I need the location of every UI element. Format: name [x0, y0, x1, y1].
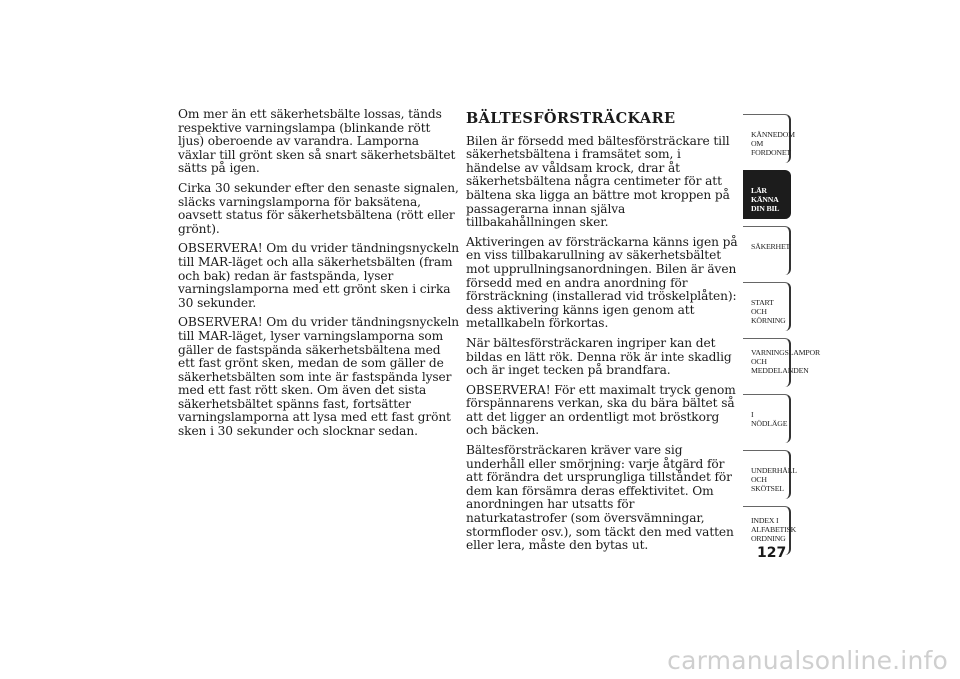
right-paragraph-2: Aktiveringen av försträckarna känns igen på en viss tillbakarullning av säkerhetsbältet mot upprullningsanordningen. Bilen är även försedd med en andra anordning för försträckning (installerad vid tröskelplåten): dess aktivering känns igen genom att metallkabeln förkortas.	[466, 234, 738, 331]
tab-i-nodlage[interactable]: I NÖDLÄGE	[743, 394, 791, 443]
right-paragraph-1: Bilen är försedd med bältesförsträckare till säkerhetsbältena i framsätet som, i händelse av våldsam krock, drar åt säkerhetsbältena några centimeter för att bältena ska ligga an bättre mot kroppen på passagerarna innan själva tillbakahållningen sker.	[466, 133, 730, 230]
left-paragraph-3: OBSERVERA! Om du vrider tändningsnyckeln till MAR-läget och alla säkerhetsbälten (fram och bak) redan är fastspända, lyser varningslamporna med ett grönt sken i cirka 30 sekunder.	[178, 241, 460, 310]
section-heading: BÄLTESFÖRSTRÄCKARE	[466, 110, 676, 127]
left-paragraph-2: Cirka 30 sekunder efter den senaste signalen, släcks varningslamporna för baksätena, oavsett status för säkerhetsbältena (rött eller grönt).	[178, 180, 459, 236]
watermark: carmanualsonline.info	[667, 646, 948, 675]
right-column	[466, 108, 738, 559]
left-paragraph-4: OBSERVERA! Om du vrider tändningsnyckeln till MAR-läget, lyser varningslamporna som gäller de fastspända säkerhetsbältena med ett fast grönt sken, medan de som gäller de säkerhetsbälten som inte är fastspända lyser med ett fast rött sken. Om även det sista säkerhetsbältet spänns fast, fortsätter varningslamporna att lysa med ett fast grönt sken i 30 sekunder och slocknar sedan.	[178, 315, 460, 439]
left-paragraph-1: Om mer än ett säkerhetsbälte lossas, tänds respektive varningslampa (blinkande rött ljus) oberoende av varandra. Lamporna växlar till grönt sken så snart säkerhetsbältet sätts på igen.	[178, 107, 456, 176]
tab-lar-kanna-din-bil[interactable]: LÄR KÄNNA DIN BIL	[743, 170, 791, 219]
right-paragraph-4: OBSERVERA! För ett maximalt tryck genom förspännarens verkan, ska du bära bältet så att det ligger an ordentligt mot bröstkorg och bäcken.	[466, 382, 736, 438]
left-column	[178, 108, 460, 445]
tab-varningslampor[interactable]: VARNINGSLAMPOR OCH MEDDELANDEN	[743, 338, 791, 387]
tab-sakerhet[interactable]: SÄKERHET	[743, 226, 791, 275]
chapter-tabs	[743, 114, 820, 562]
right-paragraph-3: När bältesförsträckaren ingriper kan det bildas en lätt rök. Denna rök är inte skadlig och är inget tecken på brandfara.	[466, 335, 732, 378]
tab-index[interactable]: INDEX I ALFABETISK ORDNING	[743, 506, 791, 555]
tab-kannedom-om-fordonet[interactable]: KÄNNEDOM OM FORDONET	[743, 114, 791, 163]
tab-start-och-korning[interactable]: START OCH KÖRNING	[743, 282, 791, 331]
page-number: 127	[757, 545, 787, 561]
right-paragraph-5: Bältesförsträckaren kräver vare sig underhåll eller smörjning: varje åtgärd för att förändra det ursprungliga tillståndet för dem kan försämra deras effektivitet. Om anordningen har utsatts för naturkatastrofer (som översvämningar, stormfloder osv.), som täckt den med vatten eller lera, måste den bytas ut.	[466, 443, 734, 553]
tab-underhall-och-skotsel[interactable]: UNDERHÅLL OCH SKÖTSEL	[743, 450, 791, 499]
